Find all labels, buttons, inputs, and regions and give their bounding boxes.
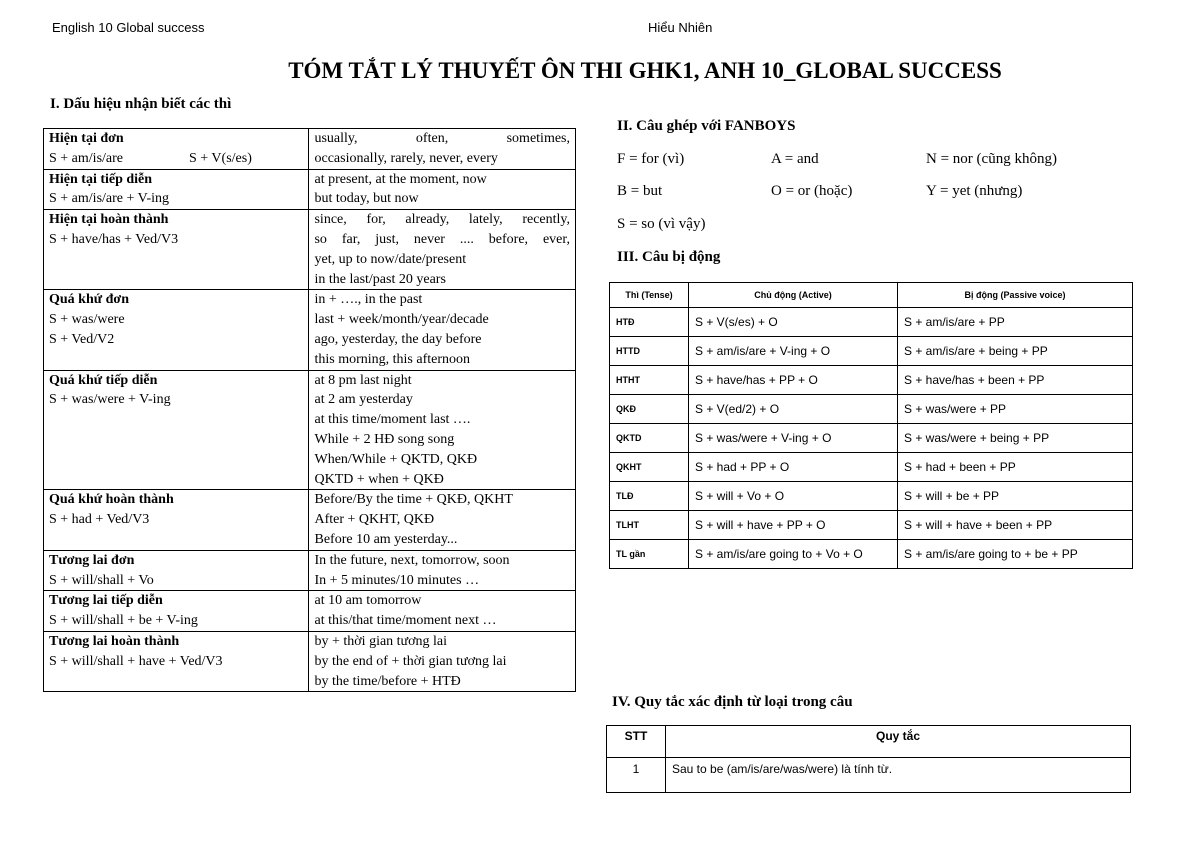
- passive-formula: S + am/is/are + being + PP: [898, 337, 1133, 366]
- fanboys-item: A = and: [771, 151, 819, 167]
- passive-formula: S + will + be + PP: [898, 482, 1133, 511]
- table-row: [610, 453, 1133, 482]
- signal-line: by the time/before + HTĐ: [314, 673, 461, 689]
- signal-line: After + QKHT, QKĐ: [314, 512, 435, 528]
- signal-cell: [309, 631, 576, 691]
- active-formula: S + am/is/are + V-ing + O: [689, 337, 898, 366]
- section-1-heading: I. Dấu hiệu nhận biết các thì: [50, 96, 232, 112]
- table-row: [44, 591, 576, 632]
- column-header: Quy tắc: [666, 726, 1131, 758]
- column-header: STT: [607, 726, 666, 758]
- passive-formula: S + had + been + PP: [898, 453, 1133, 482]
- rule-text: Sau to be (am/is/are/was/were) là tính từ.: [666, 758, 1131, 793]
- header-right-text: Hiểu Nhiên: [648, 20, 713, 35]
- signal-cell: [309, 290, 576, 370]
- tense-abbrev: TLHT: [610, 511, 689, 540]
- signal-line: at this/that time/moment next …: [314, 613, 497, 629]
- signal-line: at 2 am yesterday: [314, 392, 413, 408]
- tense-name: Hiện tại đơn: [49, 131, 124, 146]
- signal-line: In + 5 minutes/10 minutes …: [314, 572, 480, 588]
- signal-cell: [309, 169, 576, 210]
- signal-line: at 10 am tomorrow: [314, 593, 422, 609]
- tense-abbrev: QKTD: [610, 424, 689, 453]
- active-formula: S + had + PP + O: [689, 453, 898, 482]
- fanboys-item: F = for (vì): [617, 151, 685, 167]
- table-row: [44, 370, 576, 490]
- column-header: Chủ động (Active): [689, 283, 898, 308]
- active-formula: S + am/is/are going to + Vo + O: [689, 540, 898, 569]
- signal-line: at 8 pm last night: [314, 372, 412, 388]
- word-form-rules-table: [606, 725, 1131, 793]
- active-formula: S + V(s/es) + O: [689, 308, 898, 337]
- table-row: [610, 482, 1133, 511]
- formula-line: S + will/shall + Vo: [49, 572, 154, 588]
- signal-cell: [309, 370, 576, 490]
- formula-line: S + am/is/are + V-ing: [49, 191, 170, 207]
- passive-formula: S + was/were + PP: [898, 395, 1133, 424]
- passive-formula: S + am/is/are + PP: [898, 308, 1133, 337]
- signal-line: Before 10 am yesterday...: [314, 531, 458, 547]
- formula-line: S + Ved/V2: [49, 331, 115, 347]
- fanboys-item: B = but: [617, 183, 663, 199]
- tense-cell: [44, 210, 309, 290]
- formula-line: S + have/has + Ved/V3: [49, 231, 179, 247]
- tense-name: Tương lai tiếp diễn: [49, 593, 163, 609]
- fanboys-item: N = nor (cũng không): [926, 151, 1057, 167]
- table-row: [610, 424, 1133, 453]
- table-row: [607, 758, 1131, 793]
- table-row: [610, 337, 1133, 366]
- tense-cell: [44, 490, 309, 550]
- signal-line: this morning, this afternoon: [314, 351, 471, 367]
- active-formula: S + have/has + PP + O: [689, 366, 898, 395]
- table-row: [44, 550, 576, 591]
- passive-voice-table: [609, 282, 1133, 569]
- page-title: TÓM TẮT LÝ THUYẾT ÔN THI GHK1, ANH 10_GLOBAL SUCCESS: [288, 58, 1002, 83]
- passive-formula: S + have/has + been + PP: [898, 366, 1133, 395]
- section-3-heading: III. Câu bị động: [617, 249, 721, 265]
- table-row: [44, 290, 576, 370]
- table-row: [610, 308, 1133, 337]
- signal-line: in + …., in the past: [314, 292, 423, 308]
- signal-line: at this time/moment last ….: [314, 412, 471, 428]
- tense-cell: [44, 169, 309, 210]
- formula-line: S + will/shall + be + V-ing: [49, 613, 198, 629]
- tense-formula: [49, 149, 303, 169]
- table-row: [610, 511, 1133, 540]
- passive-formula: S + will + have + been + PP: [898, 511, 1133, 540]
- formula-line: S + V(s/es): [189, 150, 252, 166]
- active-formula: S + was/were + V-ing + O: [689, 424, 898, 453]
- table-row: [44, 129, 576, 170]
- fanboys-item: S = so (vì vậy): [617, 216, 706, 232]
- tense-name: Quá khứ tiếp diễn: [49, 372, 158, 388]
- signal-line: QKTD + when + QKĐ: [314, 471, 444, 487]
- tense-name: Quá khứ hoàn thành: [49, 492, 174, 508]
- tense-signals-table: [43, 128, 576, 692]
- signal-line: by the end of + thời gian tương lai: [314, 653, 507, 669]
- table-row: [44, 490, 576, 550]
- signal-cell: [309, 210, 576, 290]
- formula-line: S + will/shall + have + Ved/V3: [49, 653, 223, 669]
- tense-name: Tương lai hoàn thành: [49, 633, 180, 649]
- signal-line: occasionally, rarely, never, every: [314, 150, 498, 166]
- table-header-row: [610, 283, 1133, 308]
- formula-line: S + am/is/are: [49, 150, 123, 166]
- signal-cell: [309, 591, 576, 632]
- tense-abbrev: HTĐ: [610, 308, 689, 337]
- tense-cell: [44, 591, 309, 632]
- table-row: [44, 631, 576, 691]
- signal-line: so far, just, never .... before, ever,: [314, 231, 570, 247]
- tense-abbrev: TL gần: [610, 540, 689, 569]
- tense-name: Hiện tại tiếp diễn: [49, 171, 153, 187]
- signal-line: In the future, next, tomorrow, soon: [314, 552, 510, 568]
- signal-cell: [309, 490, 576, 550]
- signal-line: by + thời gian tương lai: [314, 633, 448, 649]
- tense-cell: [44, 370, 309, 490]
- tense-name: Tương lai đơn: [49, 552, 135, 568]
- signal-line: since, for, already, lately, recently,: [314, 212, 570, 228]
- tense-cell: [44, 129, 309, 170]
- table-row: [44, 169, 576, 210]
- tense-name: Hiện tại hoàn thành: [49, 212, 169, 228]
- formula-line: S + had + Ved/V3: [49, 512, 150, 528]
- table-row: [610, 366, 1133, 395]
- tense-abbrev: QKHT: [610, 453, 689, 482]
- signal-line: When/While + QKTD, QKĐ: [314, 451, 478, 467]
- signal-line: usually, often, sometimes,: [314, 131, 570, 146]
- signal-cell: [309, 129, 576, 170]
- tense-cell: [44, 290, 309, 370]
- section-4-heading: IV. Quy tắc xác định từ loại trong câu: [612, 694, 853, 710]
- fanboys-item: O = or (hoặc): [771, 183, 853, 199]
- signal-line: last + week/month/year/decade: [314, 312, 489, 328]
- header-left-text: English 10 Global success: [52, 20, 205, 35]
- fanboys-item: Y = yet (nhưng): [926, 183, 1023, 199]
- table-row: [610, 395, 1133, 424]
- tense-cell: [44, 631, 309, 691]
- signal-line: in the last/past 20 years: [314, 271, 446, 287]
- signal-line: ago, yesterday, the day before: [314, 331, 482, 347]
- signal-line: but today, but now: [314, 191, 419, 207]
- column-header: Thì (Tense): [610, 283, 689, 308]
- signal-line: at present, at the moment, now: [314, 171, 487, 187]
- signal-line: Before/By the time + QKĐ, QKHT: [314, 492, 513, 508]
- tense-name: Quá khứ đơn: [49, 292, 129, 308]
- tense-abbrev: HTTD: [610, 337, 689, 366]
- section-2-heading: II. Câu ghép với FANBOYS: [617, 118, 796, 134]
- column-header: Bị động (Passive voice): [898, 283, 1133, 308]
- formula-line: S + was/were: [49, 312, 125, 328]
- tense-abbrev: TLĐ: [610, 482, 689, 511]
- tense-abbrev: QKĐ: [610, 395, 689, 424]
- rule-number: 1: [607, 758, 666, 793]
- signal-cell: [309, 550, 576, 591]
- active-formula: S + V(ed/2) + O: [689, 395, 898, 424]
- formula-line: S + was/were + V-ing: [49, 392, 171, 408]
- active-formula: S + will + have + PP + O: [689, 511, 898, 540]
- tense-cell: [44, 550, 309, 591]
- active-formula: S + will + Vo + O: [689, 482, 898, 511]
- table-row: [610, 540, 1133, 569]
- table-row: [44, 210, 576, 290]
- signal-line: While + 2 HĐ song song: [314, 431, 455, 447]
- tense-abbrev: HTHT: [610, 366, 689, 395]
- table-header-row: [607, 726, 1131, 758]
- passive-formula: S + am/is/are going to + be + PP: [898, 540, 1133, 569]
- passive-formula: S + was/were + being + PP: [898, 424, 1133, 453]
- signal-line: yet, up to now/date/present: [314, 251, 467, 267]
